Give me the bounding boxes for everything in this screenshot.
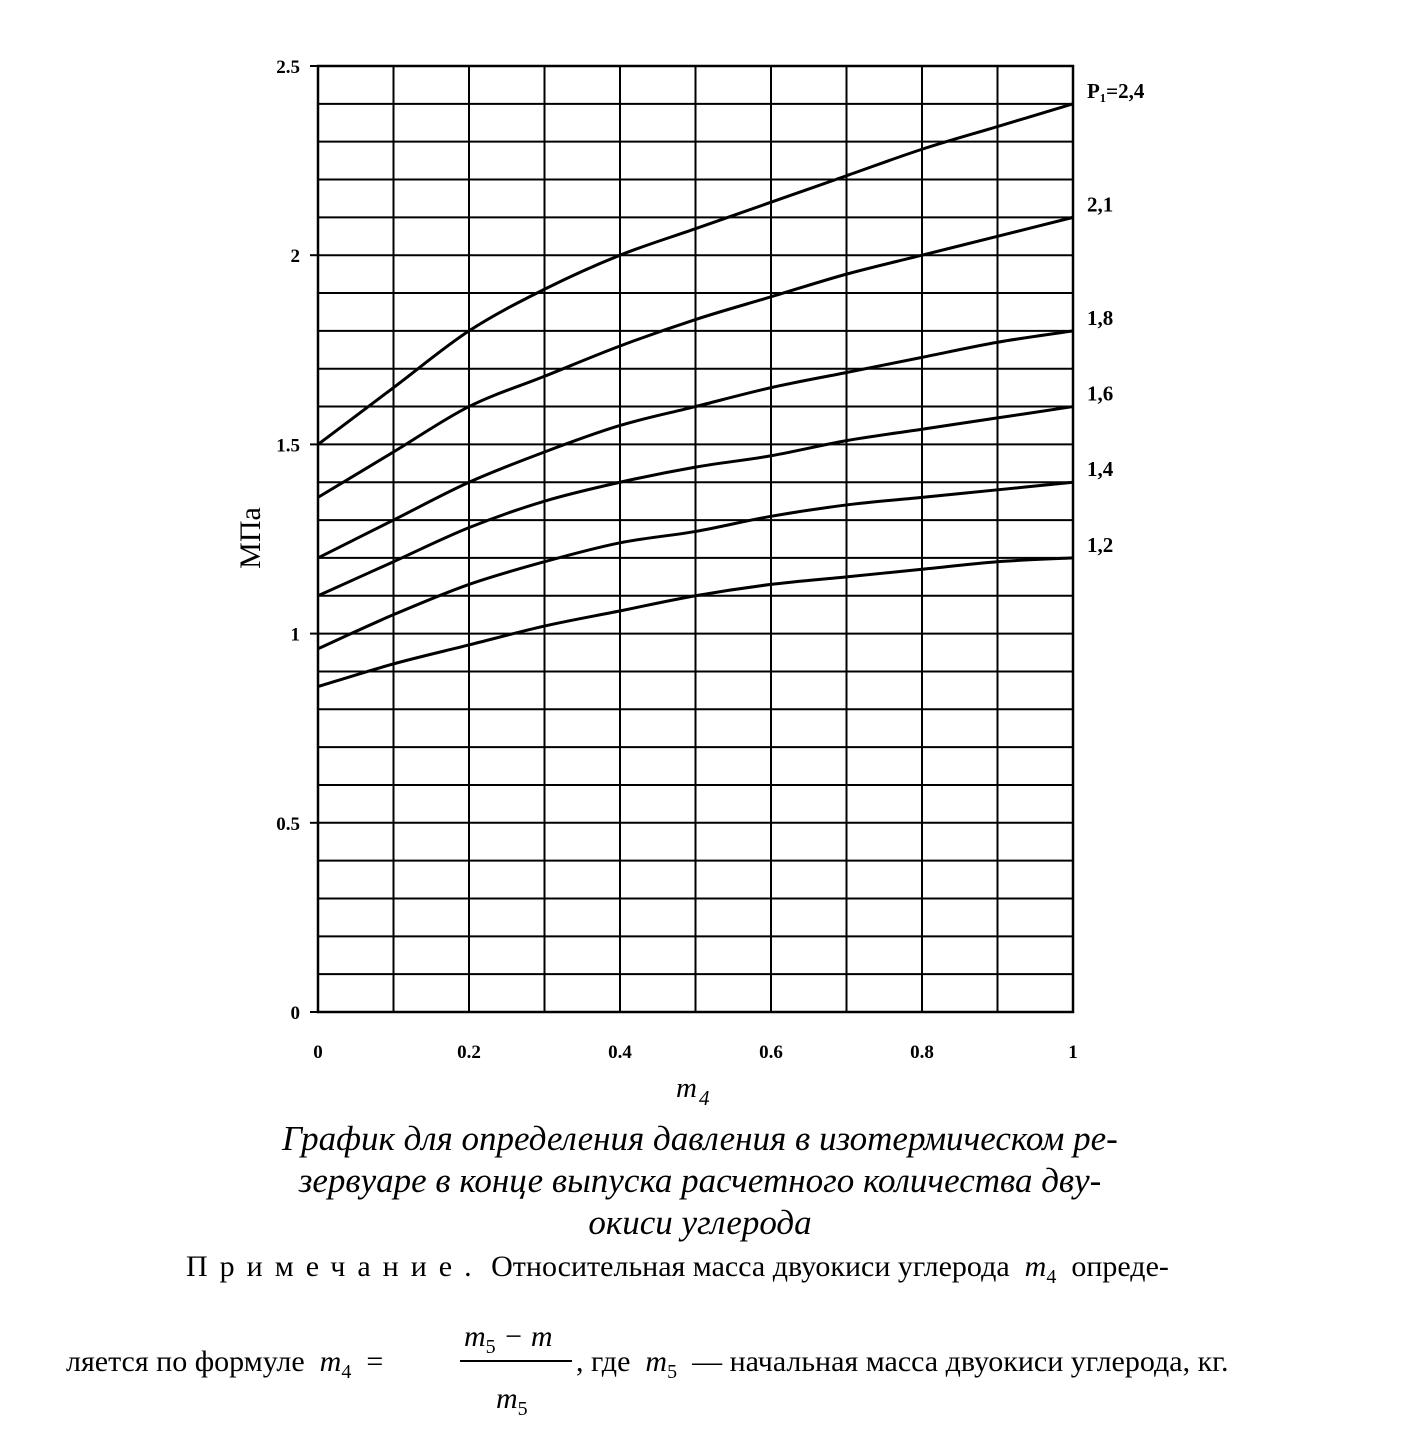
note-text-1: Относительная масса двуокиси углерода	[491, 1250, 1010, 1283]
x-tick-label: 0	[313, 1042, 323, 1063]
note-line-2-rest	[576, 1345, 1229, 1384]
note-text-3: ляется по формуле	[66, 1345, 305, 1378]
y-tick-label: 1	[290, 624, 300, 646]
y-tick-label: 2	[290, 246, 300, 268]
note-dash: —	[692, 1345, 723, 1378]
caption-line-3: окиси углерода	[588, 1203, 812, 1242]
grid	[318, 66, 1073, 1012]
formula-numerator: $m_5 - m$	[464, 1320, 553, 1358]
series-label: 2,1	[1087, 192, 1114, 217]
y-tick-label: 0.5	[276, 813, 300, 835]
axes	[310, 66, 1073, 1012]
y-tick-label: 2.5	[276, 57, 300, 78]
formula-equals: =	[366, 1345, 384, 1378]
series-labels	[1087, 79, 1145, 557]
y-tick-label: 0	[290, 1003, 300, 1024]
caption-line-1: График для определения давления в изотермическом ре-	[282, 1119, 1118, 1158]
formula-denominator: $m_5$	[496, 1382, 528, 1420]
y-axis-label: МПа	[234, 507, 267, 569]
x-tick-label: 0.4	[608, 1042, 632, 1063]
x-tick-label: 0.2	[457, 1042, 481, 1063]
note-text-2: опреде-	[1071, 1250, 1169, 1283]
x-axis-label-subscript: 4	[698, 1086, 710, 1110]
x-tick-labels	[313, 1042, 1078, 1063]
formula-fraction-bar	[460, 1360, 572, 1362]
series-label: 1,4	[1087, 457, 1114, 482]
series-label: 1,6	[1087, 381, 1114, 406]
x-axis-label: $m_4$	[676, 1072, 710, 1110]
note-line-2	[66, 1345, 383, 1384]
figure-caption	[160, 1118, 1240, 1244]
series-label: 1,2	[1087, 532, 1114, 557]
note-where: , где	[576, 1345, 631, 1378]
x-tick-label: 1	[1068, 1042, 1078, 1063]
note-var-m4: $m_4$	[1024, 1250, 1057, 1288]
note-var-m5: $m_5$	[645, 1345, 678, 1383]
x-tick-label: 0.6	[759, 1042, 783, 1063]
y-tick-labels	[276, 57, 300, 1024]
caption-line-2: зервуаре в конце выпуска расчетного количества дву-	[298, 1161, 1102, 1200]
note-text-4: начальная масса двуокиси углерода, кг.	[729, 1345, 1229, 1378]
series-label: P₁=2,4	[1087, 78, 1145, 103]
series-label: 1,8	[1087, 305, 1114, 330]
x-tick-label: 0.8	[910, 1042, 934, 1063]
note-line-1	[186, 1250, 1169, 1289]
formula-lhs: $m_4$	[319, 1345, 352, 1383]
note-label: Примечание.	[186, 1250, 484, 1283]
y-tick-label: 1.5	[276, 435, 300, 457]
